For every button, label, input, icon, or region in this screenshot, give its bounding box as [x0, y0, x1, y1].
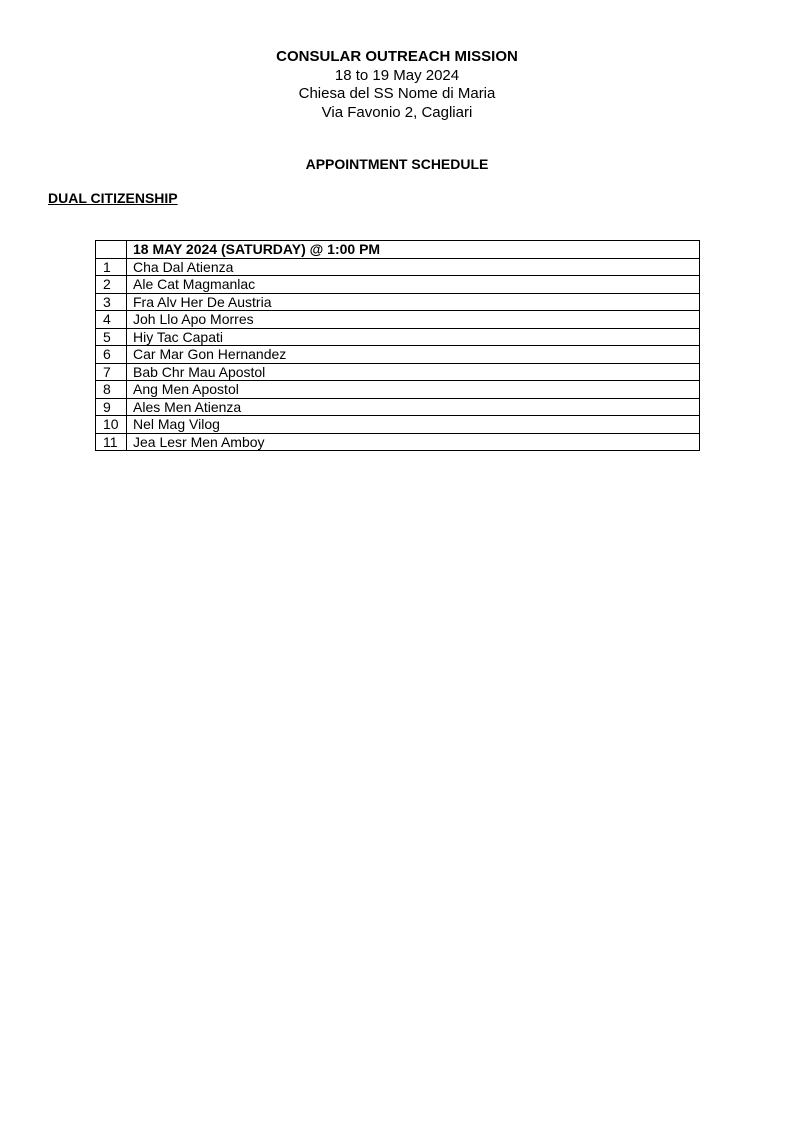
- table-row: [96, 328, 700, 346]
- applicant-name: Nel Mag Vilog: [127, 416, 700, 434]
- row-number: 1: [96, 258, 127, 276]
- table-row: [96, 381, 700, 399]
- row-number: 11: [96, 433, 127, 451]
- mission-address: Via Favonio 2, Cagliari: [321, 103, 473, 121]
- table-row: [96, 293, 700, 311]
- section-heading: DUAL CITIZENSHIP: [48, 190, 178, 206]
- applicant-name: Hiy Tac Capati: [127, 328, 700, 346]
- row-number: 5: [96, 328, 127, 346]
- applicant-name: Cha Dal Atienza: [127, 258, 700, 276]
- table-header-row: [96, 241, 700, 259]
- row-number: 9: [96, 398, 127, 416]
- applicant-name: Ang Men Apostol: [127, 381, 700, 399]
- document-header: [0, 48, 794, 122]
- appointment-table: [95, 240, 700, 451]
- schedule-title: APPOINTMENT SCHEDULE: [305, 156, 489, 172]
- mission-dates: 18 to 19 May 2024: [334, 66, 460, 84]
- table-row: [96, 258, 700, 276]
- applicant-name: Ale Cat Magmanlac: [127, 276, 700, 294]
- mission-title: CONSULAR OUTREACH MISSION: [276, 48, 518, 65]
- row-number: 4: [96, 311, 127, 329]
- table-row: [96, 433, 700, 451]
- table-row: [96, 346, 700, 364]
- applicant-name: Fra Alv Her De Austria: [127, 293, 700, 311]
- row-number: 6: [96, 346, 127, 364]
- table-row: [96, 363, 700, 381]
- mission-venue: Chiesa del SS Nome di Maria: [298, 85, 496, 102]
- applicant-name: Ales Men Atienza: [127, 398, 700, 416]
- applicant-name: Joh Llo Apo Morres: [127, 311, 700, 329]
- table-row: [96, 416, 700, 434]
- row-number: 3: [96, 293, 127, 311]
- row-number: 10: [96, 416, 127, 434]
- row-number: 7: [96, 363, 127, 381]
- applicant-name: Bab Chr Mau Apostol: [127, 363, 700, 381]
- table-row: [96, 398, 700, 416]
- slot-column-header: 18 MAY 2024 (SATURDAY) @ 1:00 PM: [127, 241, 700, 259]
- applicant-name: Car Mar Gon Hernandez: [127, 346, 700, 364]
- row-number: 8: [96, 381, 127, 399]
- row-number: 2: [96, 276, 127, 294]
- table-row: [96, 276, 700, 294]
- number-column-header: [96, 241, 127, 259]
- table-row: [96, 311, 700, 329]
- applicant-name: Jea Lesr Men Amboy: [127, 433, 700, 451]
